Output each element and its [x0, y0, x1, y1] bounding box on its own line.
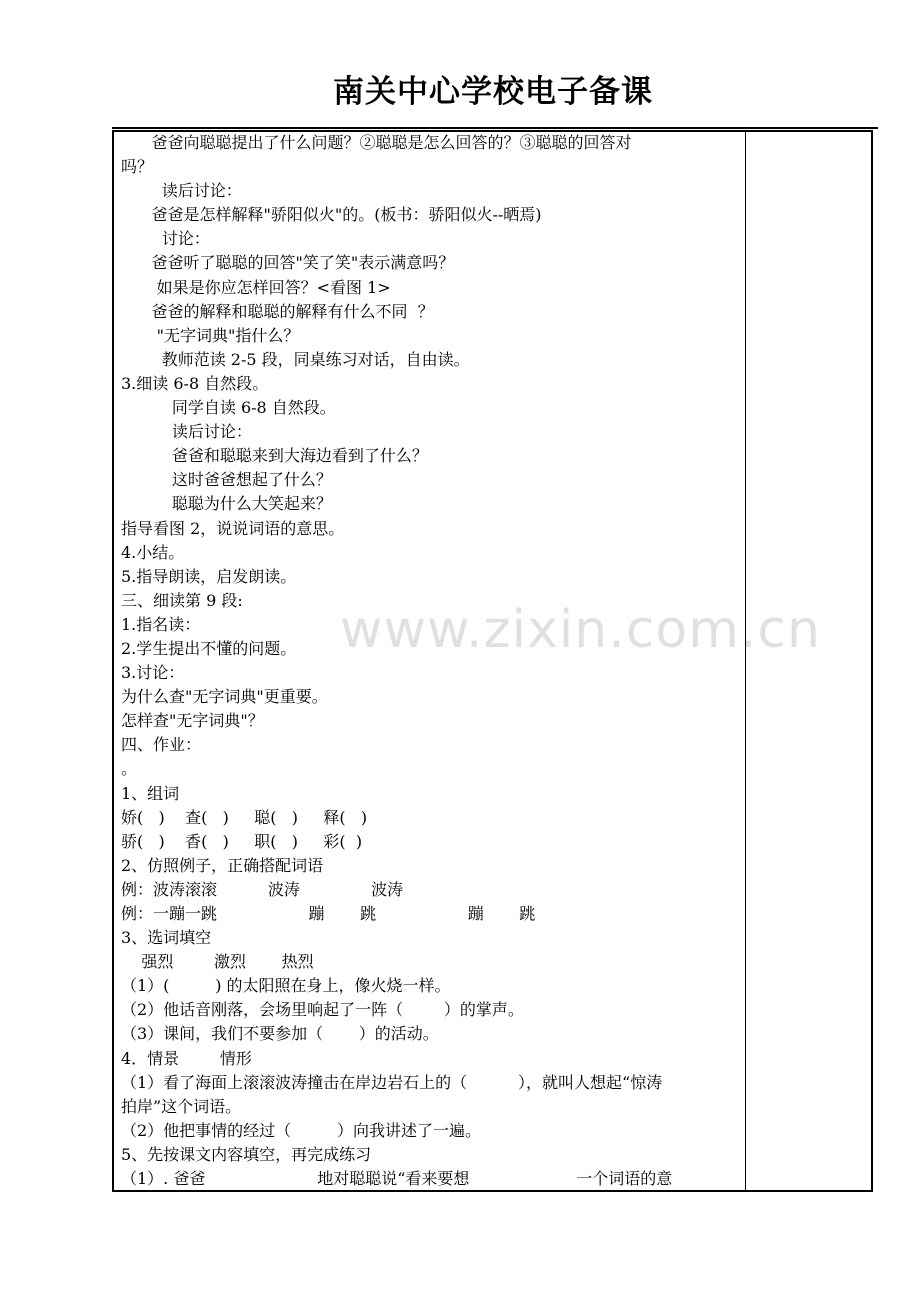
text-line: （1）看了海面上滚滚波涛撞击在岸边岩石上的（ ），就叫人想起“惊涛 — [121, 1072, 663, 1092]
text-line: 这时爸爸想起了什么？ — [121, 470, 332, 490]
text-line: 指导看图 2，说说词语的意思。 — [121, 518, 345, 538]
page-title: 南关中心学校电子备课 — [333, 74, 653, 110]
text-line: 3、选词填空 — [121, 928, 212, 948]
text-line: 同学自读 6-8 自然段。 — [121, 398, 336, 418]
text-line: 骄( ) 香( ) 职( ) 彩( ) — [121, 831, 363, 851]
text-line: 。 — [121, 759, 138, 779]
text-line: 读后讨论： — [121, 422, 252, 442]
lesson-content — [121, 131, 743, 1189]
text-line: 4.小结。 — [121, 542, 185, 562]
header-rule — [112, 127, 878, 129]
text-line: 爸爸和聪聪来到大海边看到了什么？ — [121, 446, 428, 466]
text-line: 2、仿照例子，正确搭配词语 — [121, 855, 324, 875]
text-line: 爸爸听了聪聪的回答"笑了笑"表示满意吗？ — [121, 253, 455, 273]
text-line: 教师范读 2-5 段，同桌练习对话，自由读。 — [121, 349, 470, 369]
text-line: （2）他把事情的经过（ ）向我讲述了一遍。 — [121, 1120, 481, 1140]
text-line: 聪聪为什么大笑起来？ — [121, 494, 332, 514]
text-line: "无字词典"指什么？ — [121, 325, 300, 345]
text-line: 爸爸向聪聪提出了什么问题？②聪聪是怎么回答的？③聪聪的回答对 — [121, 133, 632, 152]
text-line: （2）他话音刚落，会场里响起了一阵（ ）的掌声。 — [121, 1000, 524, 1020]
text-line: 例：波涛滚滚 波涛 波涛 — [121, 879, 404, 899]
text-line: 5.指导朗读，启发朗读。 — [121, 566, 297, 586]
text-line: 2.学生提出不懂的问题。 — [121, 638, 297, 658]
text-line: 为什么查"无字词典"更重要。 — [121, 687, 328, 707]
text-line: 读后讨论： — [121, 181, 242, 201]
text-line: 1.指名读： — [121, 614, 201, 634]
text-line: 1、组词 — [121, 783, 180, 803]
text-line: 例：一蹦一跳 蹦 跳 蹦 跳 — [121, 904, 536, 923]
text-line: 3.细读 6-8 自然段。 — [121, 373, 269, 393]
text-line: 3.讨论： — [121, 663, 185, 683]
text-line: 讨论： — [121, 229, 210, 249]
text-line: 吗？ — [121, 157, 154, 177]
text-line: （1）. 爸爸 地对聪聪说“看来要想 一个词语的意 — [121, 1169, 673, 1189]
text-line: 强烈 激烈 热烈 — [121, 952, 314, 972]
text-line: 四、作业： — [121, 735, 202, 755]
watermark: www.zixin.com.cn — [340, 600, 821, 660]
text-line: （3）课间，我们不要参加（ ）的活动。 — [121, 1024, 439, 1044]
text-line: 4．情景 情形 — [121, 1048, 252, 1068]
text-line: （1）( ) 的太阳照在身上，像火烧一样。 — [121, 976, 451, 996]
text-line: 娇( ) 查( ) 聪( ) 释( ) — [121, 807, 368, 827]
text-line: 爸爸的解释和聪聪的解释有什么不同 ？ — [121, 301, 434, 321]
text-line: 拍岸”这个词语。 — [121, 1096, 242, 1116]
table-column-divider — [745, 130, 746, 1192]
text-line: 三、细读第 9 段: — [121, 590, 243, 610]
text-line: 怎样查"无字词典"？ — [121, 711, 264, 731]
text-line: 爸爸是怎样解释"骄阳似火"的。(板书：骄阳似火--晒焉) — [121, 205, 542, 225]
text-line: 如果是你应怎样回答？<看图 1> — [121, 277, 391, 297]
text-line: 5、先按课文内容填空，再完成练习 — [121, 1144, 372, 1164]
